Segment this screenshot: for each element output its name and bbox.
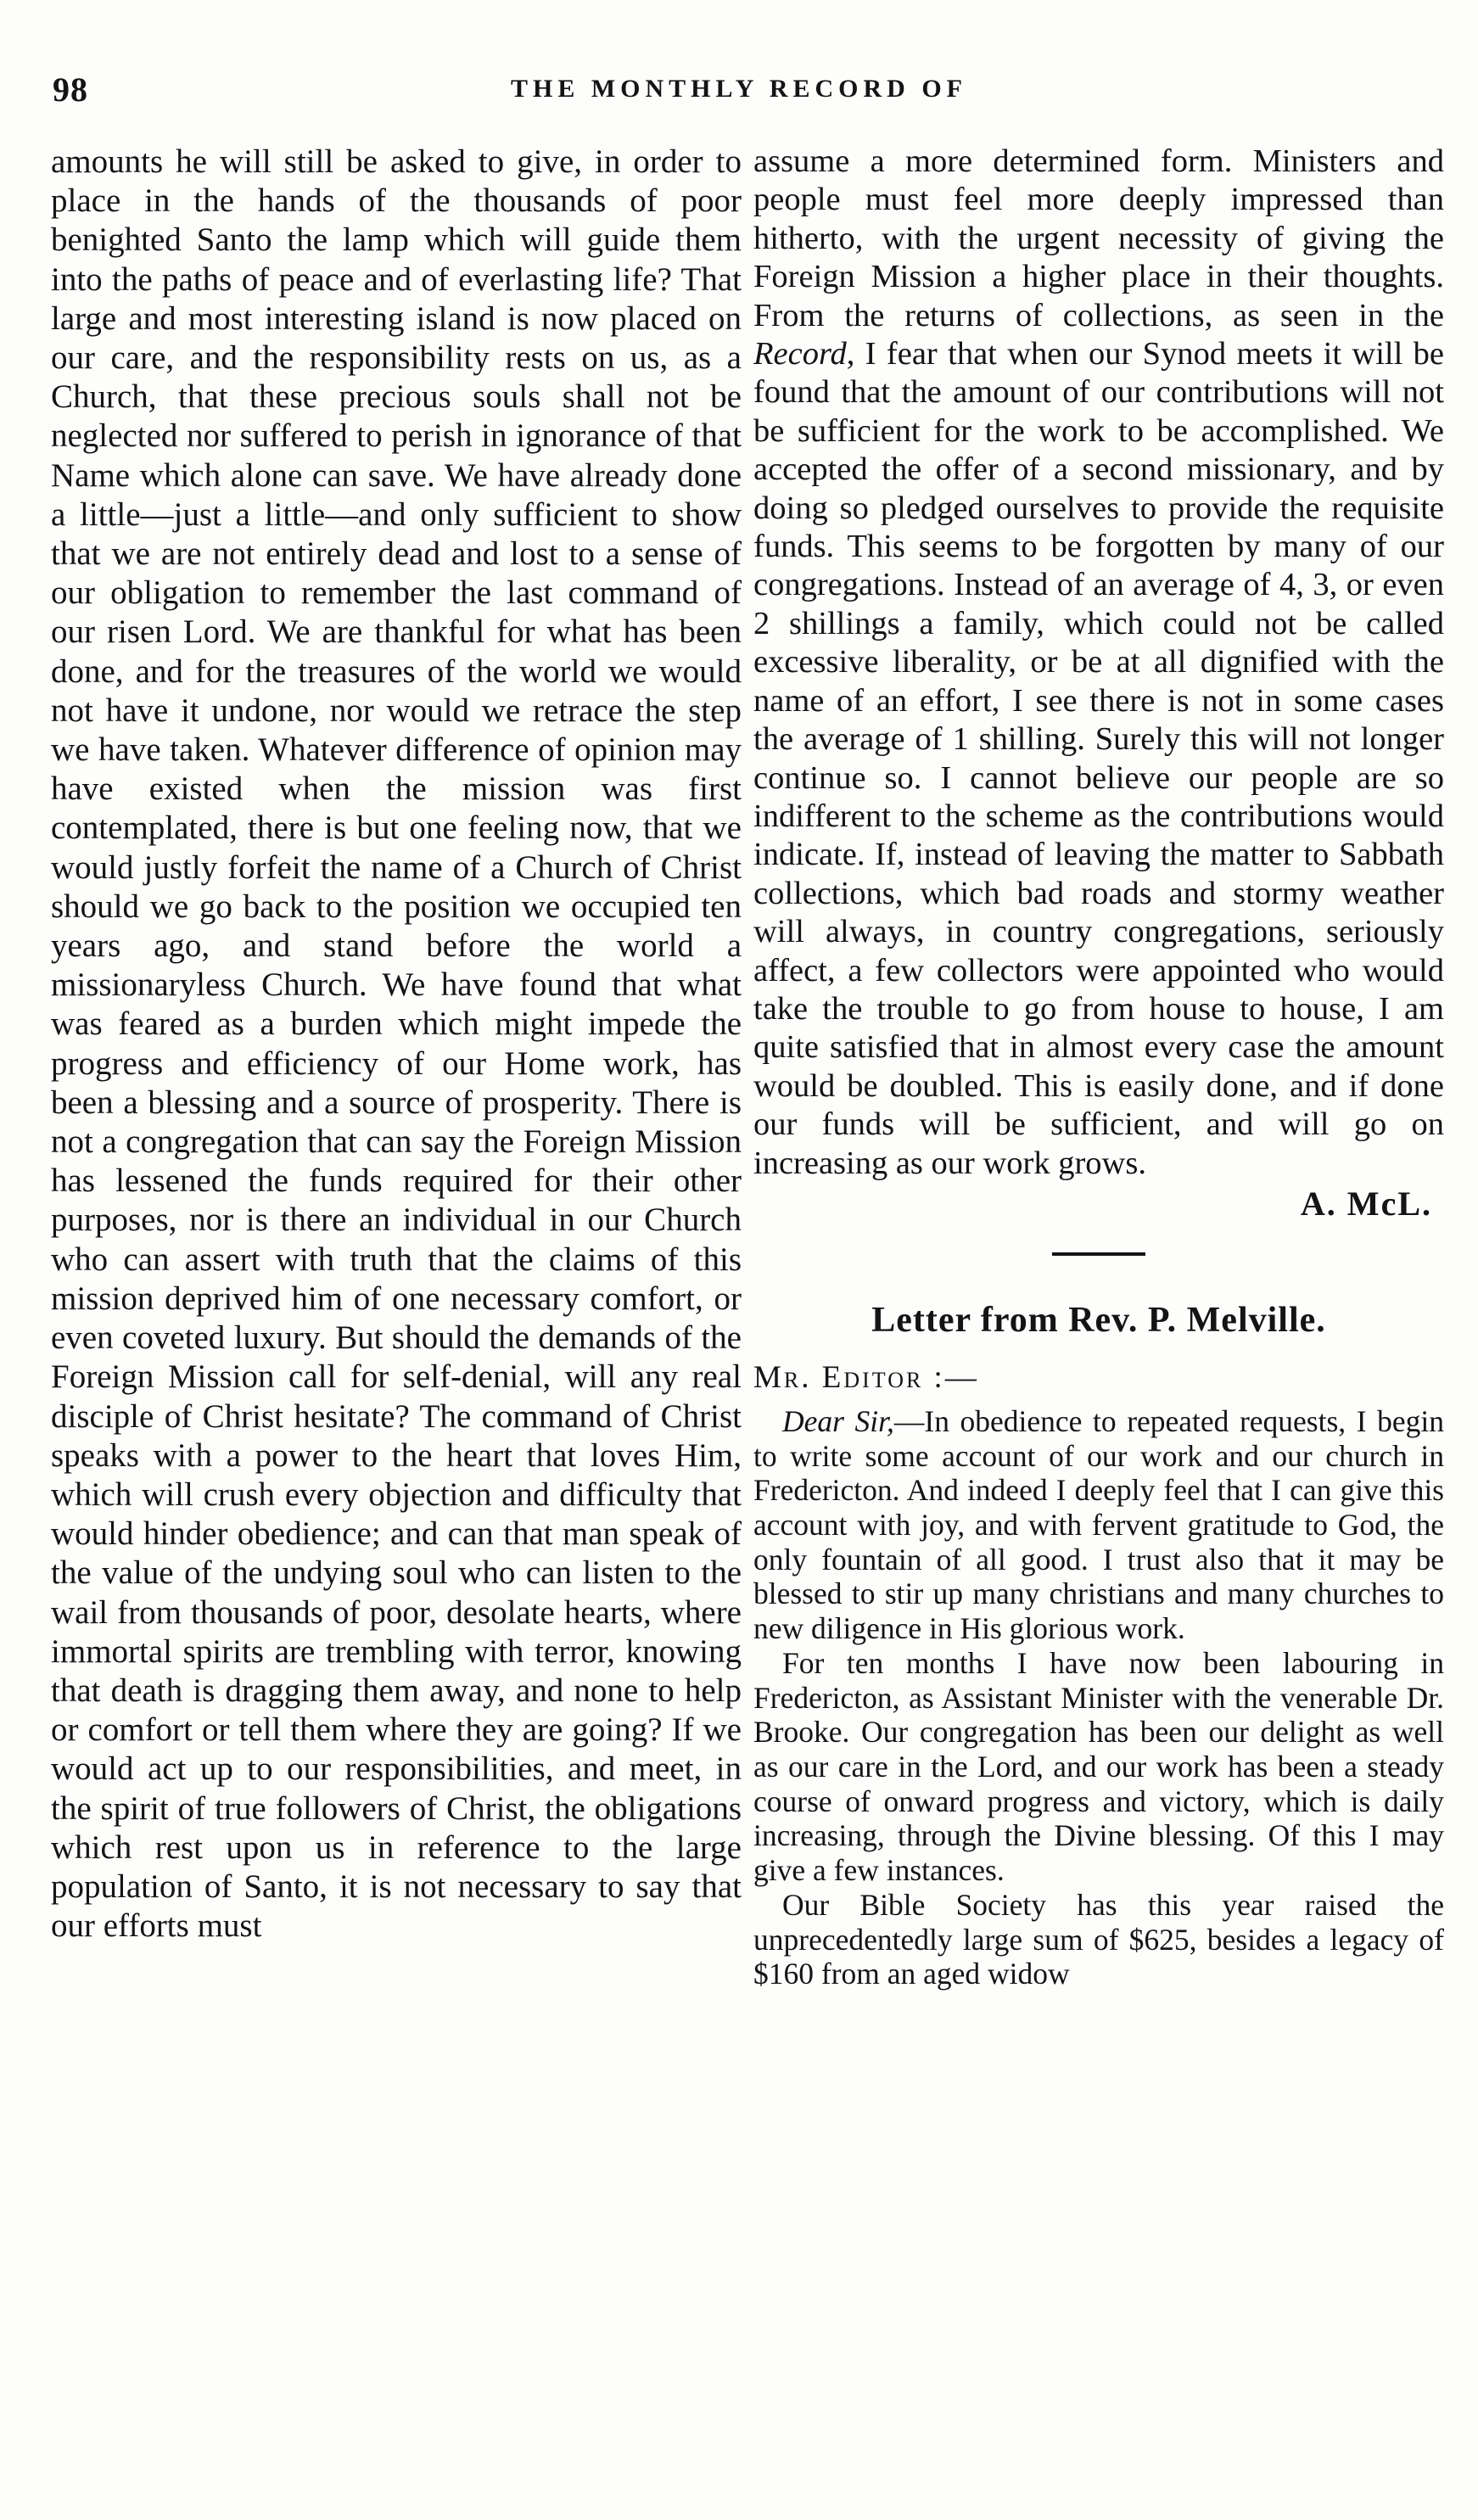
section-divider <box>1052 1252 1145 1256</box>
article-paragraph-continued <box>753 143 1444 1183</box>
left-column <box>51 143 742 2484</box>
letter-paragraph <box>753 1404 1444 1646</box>
text-segment: —In obedience to repeated requests, I begin to write some account of our work and our church in Fredericton. And indeed I deeply feel that I can give this account with joy, and with fervent gratitude to God, the only fountain of all good. I trust also that it may be blessed to stir up many christians and many churches to new diligence in His glorious work. <box>753 1403 1444 1646</box>
letter-paragraph: For ten months I have now been labouring in Fredericton, as Assistant Minister with the venerable Dr. Brooke. Our congregation has been our delight as well as our care in the Lord, and our work has been a steady course of onward progress and victory, which is daily increasing, through the Divine blessing. Of this I may give a few instances. <box>753 1645 1444 1888</box>
salutation: Mr. Editor :— <box>753 1359 979 1395</box>
letter-paragraph: Our Bible Society has this year raised the unprecedentedly large sum of $625, besides a legacy of $160 from an aged widow <box>753 1887 1444 1991</box>
text-segment: , I fear that when our Synod meets it will be found that the amount of our contributions will not be sufficient for the work to be accomplished. We accepted the offer of a second missionary, and by doing so pledged ourselves to provide the requisite funds. This seems to be forgotten by many of our congregations. Instead of an average of 4, 3, or even 2 shillings a family, which could not be called excessive liberality, or be at all dignified with the name of an effort, I see there is not in some cases the average of 1 shilling. Surely this will not longer continue so. I cannot believe our people are so indifferent to the scheme as the contributions would indicate. If, instead of leaving the matter to Sabbath collections, which bad roads and stormy weather will always, in country congregations, seriously affect, a few collectors were appointed who would take the trouble to go from house to house, I am quite satisfied that in almost every case the amount would be doubled. This is easily done, and if done our funds will be sufficient, and will go on increasing as our work grows. <box>753 336 1444 1181</box>
dear-sir-italic: Dear Sir, <box>782 1403 894 1438</box>
running-head: THE MONTHLY RECORD OF <box>511 75 967 103</box>
page-header <box>53 70 1425 112</box>
signature: A. McL. <box>1300 1184 1432 1223</box>
text-segment: assume a more determined form. Ministers and people must feel more deeply impressed than hitherto, with the urgent necessity of giving the Foreign Mission a higher place in their thoughts. From the returns of collections, as seen in the <box>753 143 1444 333</box>
right-column <box>753 143 1444 2484</box>
article-paragraph: amounts he will still be asked to give, in order to place in the hands of the thousands of poor benighted Santo the lamp which will guide them into the paths of peace and of everlasting life? That large and most interesting island is now placed on our care, and the responsibility rests on us, as a Church, that these precious souls shall not be neglected nor suffered to perish in ignorance of that Name which alone can save. We have already done a little—just a little—and only sufficient to show that we are not entirely dead and lost to a sense of our obligation to remember the last command of our risen Lord. We are thankful for what has been done, and for the treasures of the world we would not have it undone, nor would we retrace the step we have taken. Whatever difference of opinion may have existed when the mission was first contemplated, there is but one feeling now, that we would justly forfeit the name of a Church of Christ should we go back to the position we occupied ten years ago, and stand before the world a missionaryless Church. We have found that what was feared as a burden which might impede the progress and efficiency of our Home work, has been a blessing and a source of prosperity. There is not a congregation that can say the Foreign Mission has lessened the funds required for their other purposes, nor is there an individual in our Church who can assert with truth that the claims of this mission deprived him of one necessary comfort, or even coveted luxury. But should the demands of the Foreign Mission call for self-denial, will any real disciple of Christ hesitate? The command of Christ speaks with a power to the heart that loves Him, which will crush every objection and difficulty that would hinder obedience; and can that man speak of the value of the undying soul who can listen to the wail from thousands of poor, desolate hearts, where immortal spirits are trembling with terror, knowing that death is dragging them away, and none to help or comfort or tell them where they are going? If we would act up to our responsibilities, and meet, in the spirit of true followers of Christ, the obligations which rest upon us in reference to the large population of Santo, it is not necessary to say that our efforts must <box>51 143 742 1945</box>
letter-title: Letter from Rev. P. Melville. <box>871 1300 1326 1340</box>
record-italic: Record <box>753 336 847 372</box>
page-number: 98 <box>53 70 88 109</box>
